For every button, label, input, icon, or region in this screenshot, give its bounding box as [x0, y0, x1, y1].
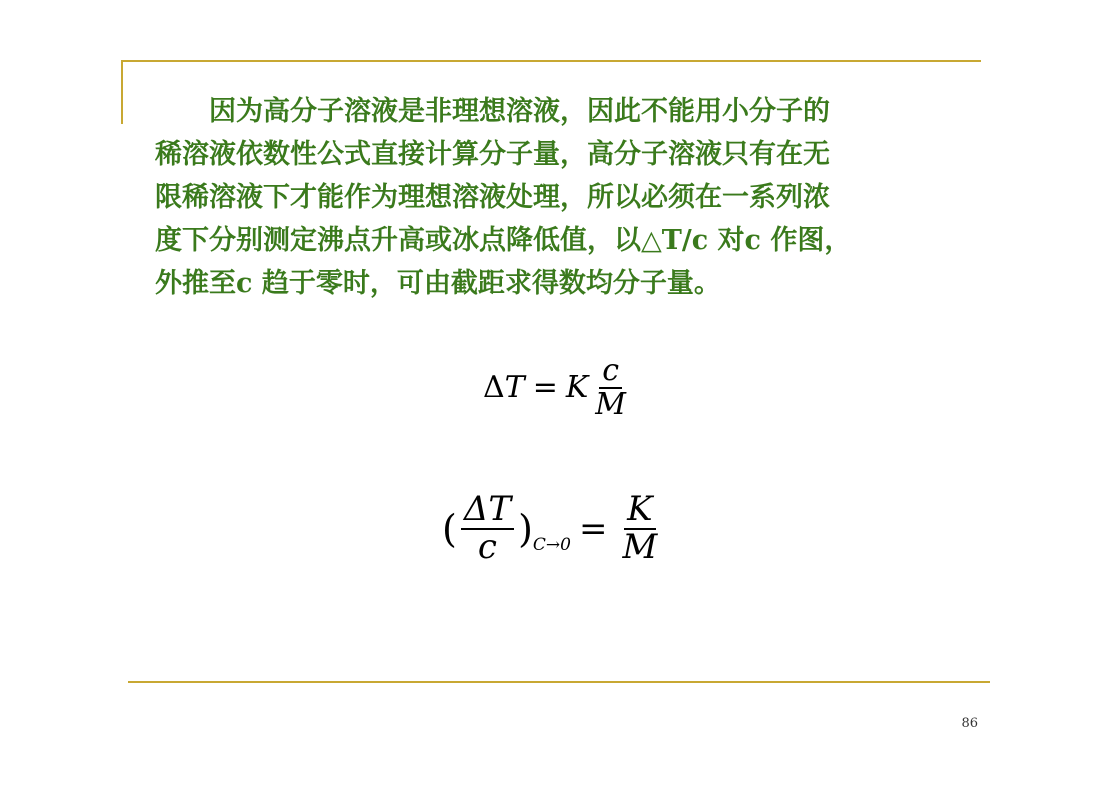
fraction-denominator: M: [622, 526, 658, 567]
formula-coefficient-k: K: [565, 370, 589, 405]
fraction-numerator: c: [599, 355, 622, 389]
formula-freezing-point: [483, 355, 633, 420]
paragraph-line: 稀溶液依数性公式直接计算分子量，高分子溶液只有在无: [155, 139, 830, 170]
paragraph-line: 外推至c 趋于零时，可由截距求得数均分子量。: [155, 268, 721, 299]
paragraph-line: 限稀溶液下才能作为理想溶液处理，所以必须在一系列浓: [155, 182, 830, 213]
formula-fraction: [619, 489, 660, 567]
formula-close-paren: ): [518, 506, 533, 551]
slide-paragraph: [155, 90, 965, 305]
fraction-numerator: K: [624, 492, 655, 530]
page-number: 86: [961, 716, 978, 731]
paragraph-line: 因为高分子溶液是非理想溶液，因此不能用小分子的: [209, 96, 830, 127]
frame-left-rule: [121, 60, 123, 124]
formula-subscript: C→0: [532, 534, 571, 555]
footer-rule: [128, 681, 990, 683]
paragraph-line: 度下分别测定沸点升高或冰点降低值，以△T/c 对c 作图，: [155, 225, 852, 256]
formula-extrapolation: [442, 489, 664, 567]
frame-top-rule: [121, 60, 981, 62]
formula-open-paren: (: [442, 506, 457, 551]
fraction-denominator: M: [595, 386, 626, 422]
formula-delta: Δ: [483, 370, 505, 405]
fraction-denominator: c: [477, 526, 497, 567]
formula-fraction: [461, 489, 514, 567]
formula-equals: =: [578, 508, 608, 549]
fraction-numerator: ΔT: [461, 492, 514, 530]
formula-variable-t: T: [504, 370, 525, 405]
formula-equals: =: [532, 370, 558, 405]
formula-fraction: [592, 355, 629, 420]
